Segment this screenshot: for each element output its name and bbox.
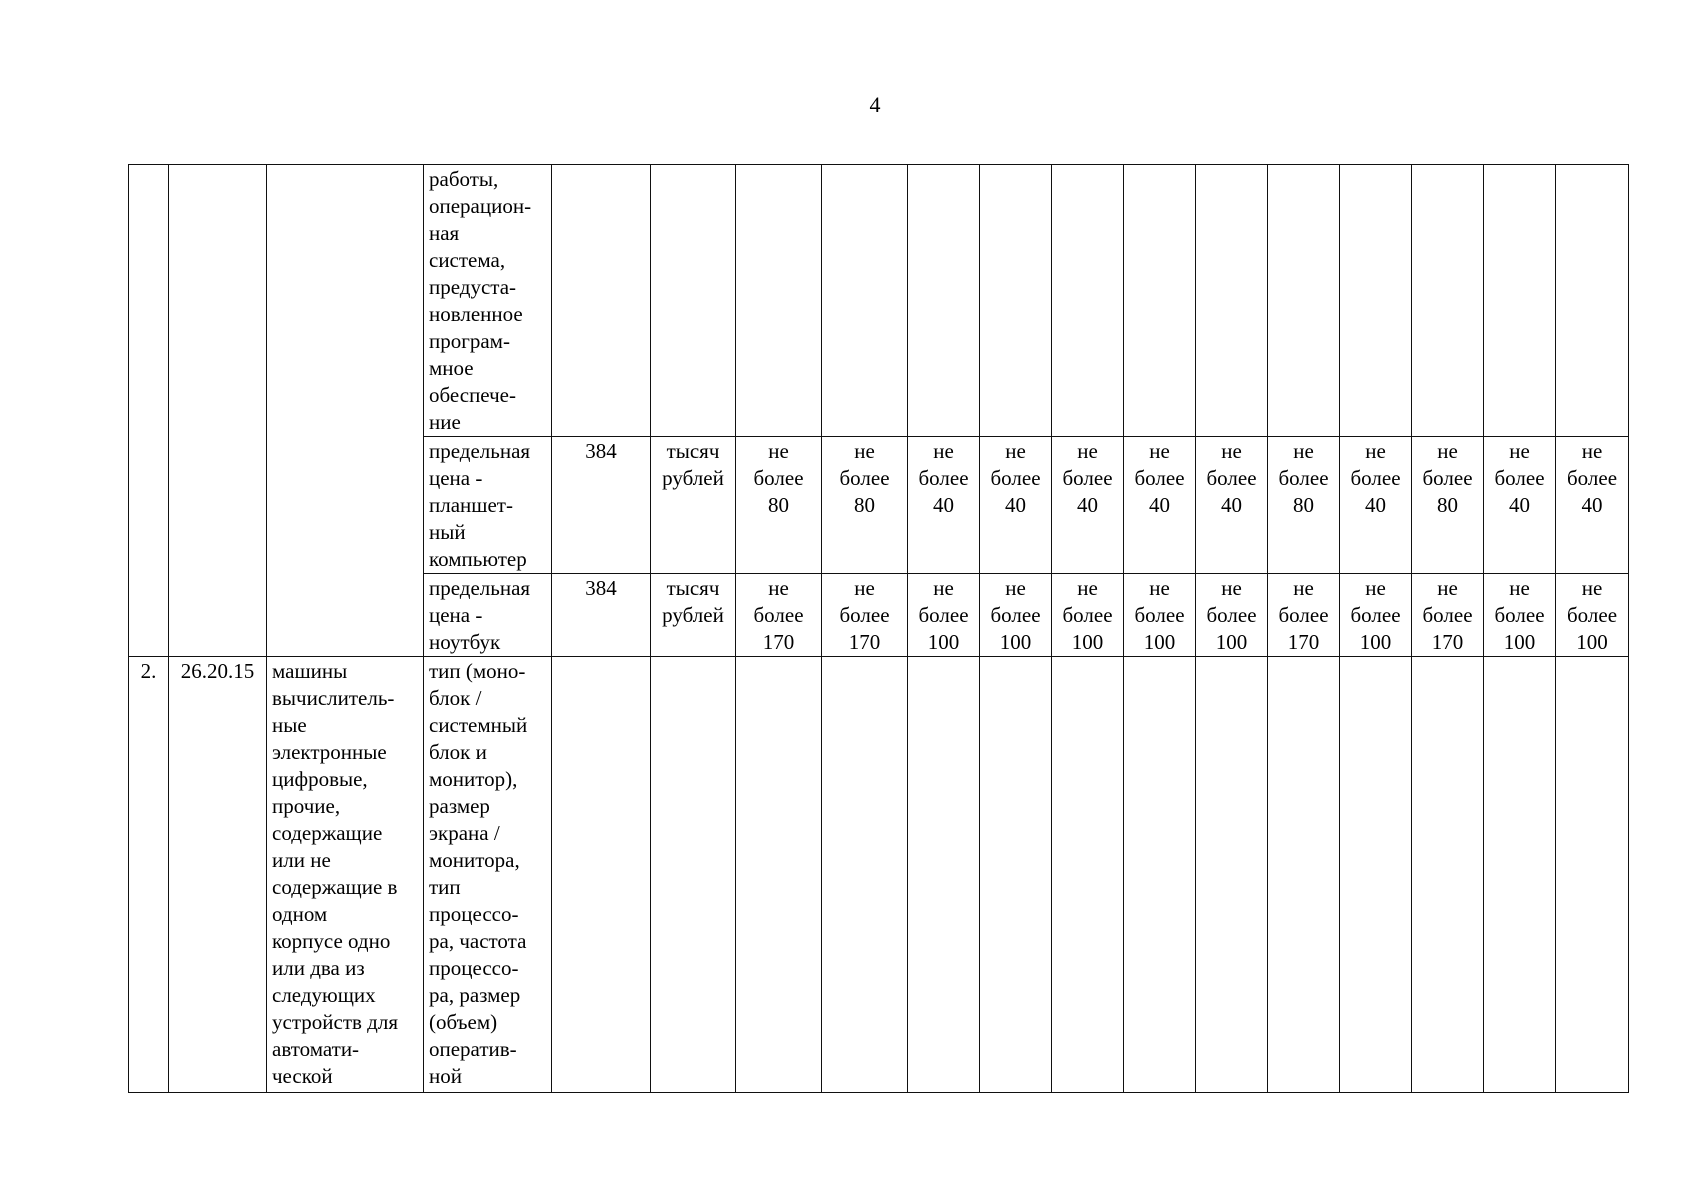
value-cell: не более 40 xyxy=(1484,437,1556,574)
table-row-continuation xyxy=(129,165,1629,437)
unit-empty xyxy=(651,165,736,437)
item-code: 26.20.15 xyxy=(169,657,267,1093)
item-name: машины вычислитель- ные электронные цифровые, прочие, содержащие или не содержащие в одном корпусе одно или два из следующих устройств для автомати- ческой xyxy=(267,657,424,1093)
value-cell: не более 170 xyxy=(736,574,822,657)
okei-empty xyxy=(552,165,651,437)
requirements-table xyxy=(128,164,1629,1093)
value-cell: не более 40 xyxy=(1052,437,1124,574)
unit-label: тысяч рублей xyxy=(651,574,736,657)
item-number: 2. xyxy=(129,657,169,1093)
value-cell: не более 170 xyxy=(822,574,908,657)
value-cell: не более 100 xyxy=(1484,574,1556,657)
value-cell: не более 80 xyxy=(1412,437,1484,574)
value-cell: не более 170 xyxy=(1412,574,1484,657)
value-cell: не более 100 xyxy=(980,574,1052,657)
okei-code: 384 xyxy=(552,574,651,657)
characteristic-os-software: работы, операцион- ная система, предуста- новленное програм- мное обеспече- ние xyxy=(424,165,552,437)
value-cell: не более 80 xyxy=(736,437,822,574)
value-cell: не более 100 xyxy=(1124,574,1196,657)
value-cell: не более 40 xyxy=(980,437,1052,574)
value-cell: не более 40 xyxy=(1124,437,1196,574)
cell-name-empty xyxy=(267,165,424,657)
unit-label: тысяч рублей xyxy=(651,437,736,574)
table-row-item-2 xyxy=(129,657,1629,1093)
value-cell: не более 40 xyxy=(1556,437,1629,574)
value-cell: не более 80 xyxy=(822,437,908,574)
cell-number-empty xyxy=(129,165,169,657)
value-cell: не более 40 xyxy=(1196,437,1268,574)
value-cell: не более 100 xyxy=(1556,574,1629,657)
value-cell: не более 100 xyxy=(908,574,980,657)
value-cell: не более 40 xyxy=(908,437,980,574)
value-cell: не более 100 xyxy=(1052,574,1124,657)
page-number: 4 xyxy=(869,92,881,117)
value-cell: не более 170 xyxy=(1268,574,1340,657)
value-cell: не более 100 xyxy=(1340,574,1412,657)
okei-code: 384 xyxy=(552,437,651,574)
value-cell: не более 80 xyxy=(1268,437,1340,574)
characteristic-type-screen-cpu: тип (моно- блок / системный блок и монитор), размер экрана / монитора, тип процессо- ра, частота процессо- ра, размер (объем) оператив- ной xyxy=(424,657,552,1093)
value-cell: не более 100 xyxy=(1196,574,1268,657)
cell-code-empty xyxy=(169,165,267,657)
characteristic-tablet-price: предельная цена - планшет- ный компьютер xyxy=(424,437,552,574)
characteristic-laptop-price: предельная цена - ноутбук xyxy=(424,574,552,657)
value-cell: не более 40 xyxy=(1340,437,1412,574)
